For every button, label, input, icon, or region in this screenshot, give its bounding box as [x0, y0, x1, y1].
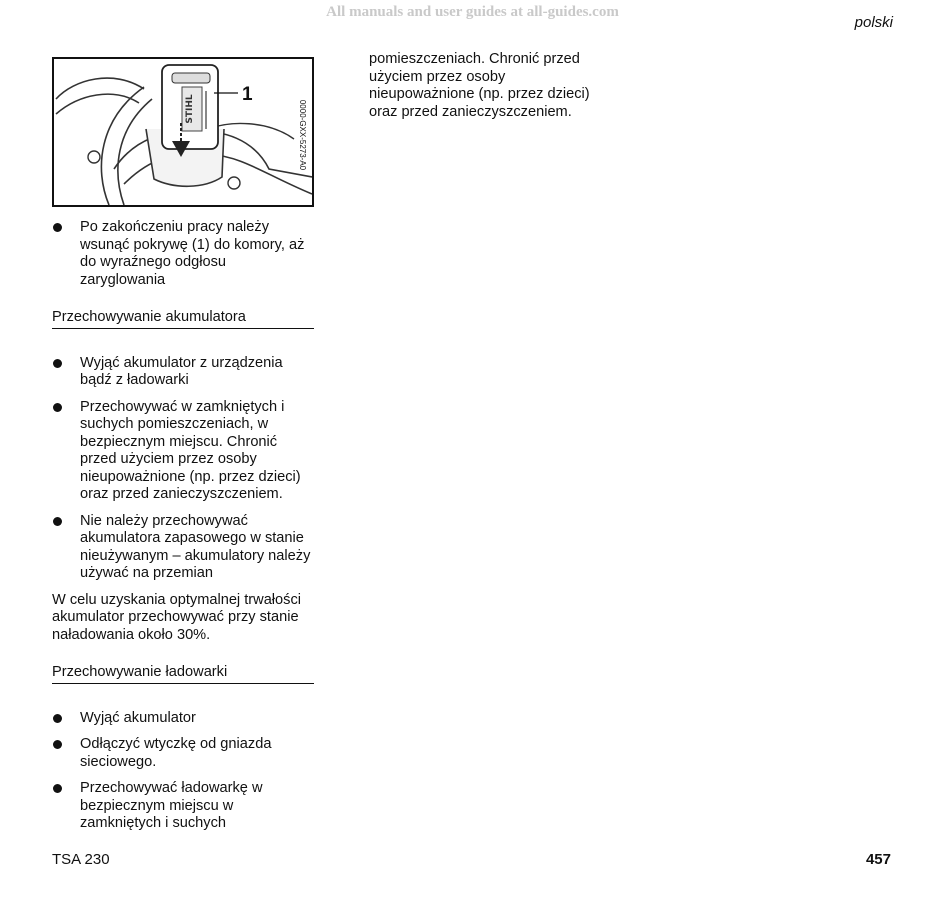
- bullet-icon: [53, 714, 62, 723]
- list-item: [52, 736, 314, 771]
- callout-number: 1: [242, 84, 253, 105]
- continuation-text: pomieszczeniach. Chronić przed użyciem przez osoby nieupoważnione (np. przez dzieci) oraz przed zanieczyszczeniem.: [369, 51, 590, 120]
- language-label: polski: [854, 14, 893, 31]
- section-heading-battery-storage: Przechowywanie akumulatora: [52, 309, 314, 329]
- bullet-icon: [53, 740, 62, 749]
- battery-illustration: [54, 59, 312, 205]
- section-heading-charger-storage: Przechowywanie ładowarki: [52, 664, 314, 684]
- list-item: [52, 219, 314, 289]
- bullet-text: Nie należy przechowywać akumulatora zapasowego w stanie nieużywanym – akumulatory należy używać na przemian: [80, 512, 311, 581]
- right-column: [369, 51, 609, 130]
- bullet-icon: [53, 223, 62, 232]
- bullet-text: Po zakończeniu pracy należy wsunąć pokrywę (1) do komory, aż do wyraźnego odgłosu zaryglowania: [80, 219, 305, 288]
- left-column: [52, 219, 314, 842]
- bullet-icon: [53, 359, 62, 368]
- battery-insert-figure: [52, 57, 314, 207]
- paragraph-charge-level: W celu uzyskania optymalnej trwałości akumulator przechowywać przy stanie naładowania około 30%.: [52, 591, 301, 643]
- bullet-text: Odłączyć wtyczkę od gniazda sieciowego.: [80, 736, 272, 770]
- list-item: [52, 399, 314, 504]
- bullet-text: Przechowywać w zamkniętych i suchych pomieszczeniach, w bezpiecznym miejscu. Chronić przed użyciem przez osoby nieupoważnione (np. przez dzieci) oraz przed zanieczyszczeniem.: [80, 398, 301, 502]
- list-item: [52, 355, 314, 390]
- footer-model: TSA 230: [52, 851, 110, 868]
- battery-brand-text: STIHL: [185, 94, 195, 124]
- bullet-icon: [53, 784, 62, 793]
- bullet-icon: [53, 403, 62, 412]
- list-item: [52, 780, 314, 833]
- list-item: [52, 513, 314, 583]
- figure-code: 0000-GXX-5273-A0: [298, 99, 307, 171]
- bullet-text: Przechowywać ładowarkę w bezpiecznym miejscu w zamkniętych i suchych: [80, 780, 263, 831]
- watermark: All manuals and user guides at all-guides.com: [326, 4, 619, 20]
- bullet-text: Wyjąć akumulator: [80, 709, 196, 726]
- list-item: [52, 710, 314, 728]
- bullet-text: Wyjąć akumulator z urządzenia bądź z ładowarki: [80, 354, 283, 388]
- bullet-icon: [53, 517, 62, 526]
- page-number: 457: [865, 851, 891, 868]
